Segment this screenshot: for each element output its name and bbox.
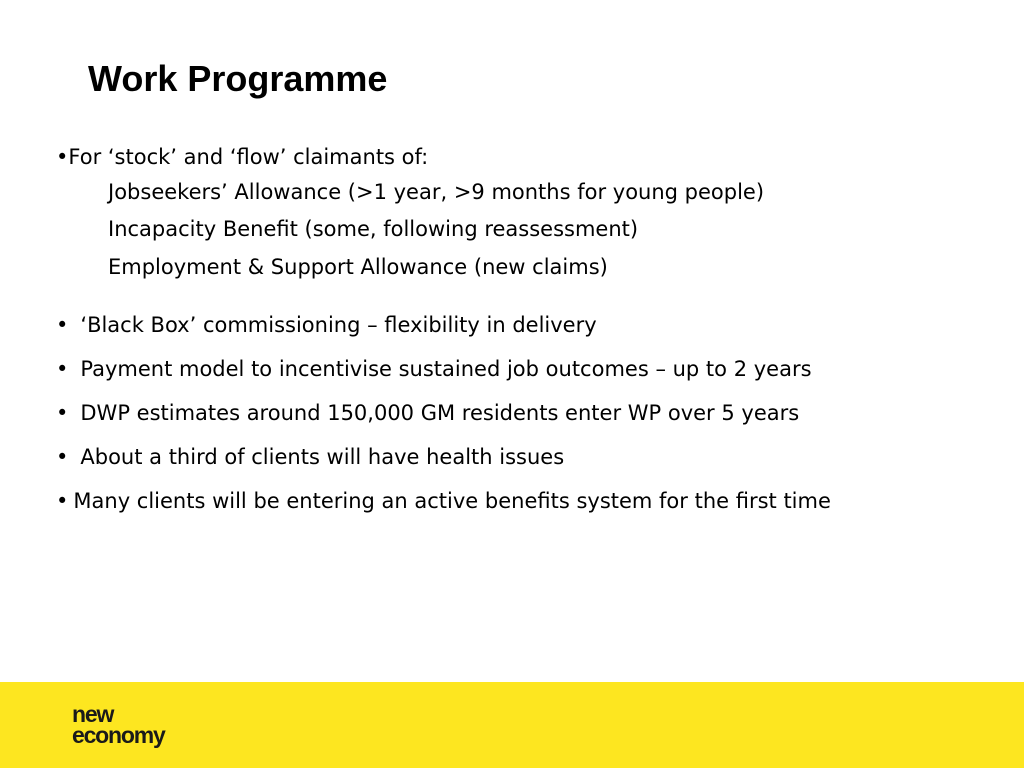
- bullet-dot: •: [56, 401, 69, 425]
- bullet-intro: [56, 143, 428, 171]
- bullet-dot: •: [56, 357, 69, 381]
- bullet-dwp-estimates: [56, 399, 799, 427]
- bullet-health-issues: [56, 443, 564, 471]
- logo-line-new: new: [72, 701, 114, 727]
- new-economy-logo: [72, 701, 165, 748]
- bullet-dot: •: [56, 145, 69, 169]
- bullet-intro-text: For ‘stock’ and ‘flow’ claimants of:: [68, 145, 429, 169]
- bullet-text: DWP estimates around 150,000 GM residents enter WP over 5 years: [80, 401, 800, 425]
- sub-item-incapacity: Incapacity Benefit (some, following reassessment): [108, 217, 639, 241]
- sub-item-employment-support: Employment & Support Allowance (new claims): [108, 255, 608, 279]
- bullet-text: Payment model to incentivise sustained job outcomes – up to 2 years: [80, 357, 812, 381]
- slide-title: Work Programme: [88, 58, 388, 99]
- bullet-text: ‘Black Box’ commissioning – flexibility in delivery: [80, 313, 597, 337]
- bullet-black-box: [56, 311, 597, 339]
- logo-line-economy: economy: [72, 722, 165, 748]
- bullet-text: Many clients will be entering an active benefits system for the first time: [73, 489, 831, 513]
- bullet-payment-model: [56, 355, 812, 383]
- bullet-active-benefits: [56, 487, 831, 515]
- bullet-dot: •: [56, 489, 69, 513]
- bullet-text: About a third of clients will have health issues: [80, 445, 565, 469]
- sub-item-jobseekers: Jobseekers’ Allowance (>1 year, >9 months for young people): [108, 180, 765, 204]
- bullet-dot: •: [56, 313, 69, 337]
- bullet-dot: •: [56, 445, 69, 469]
